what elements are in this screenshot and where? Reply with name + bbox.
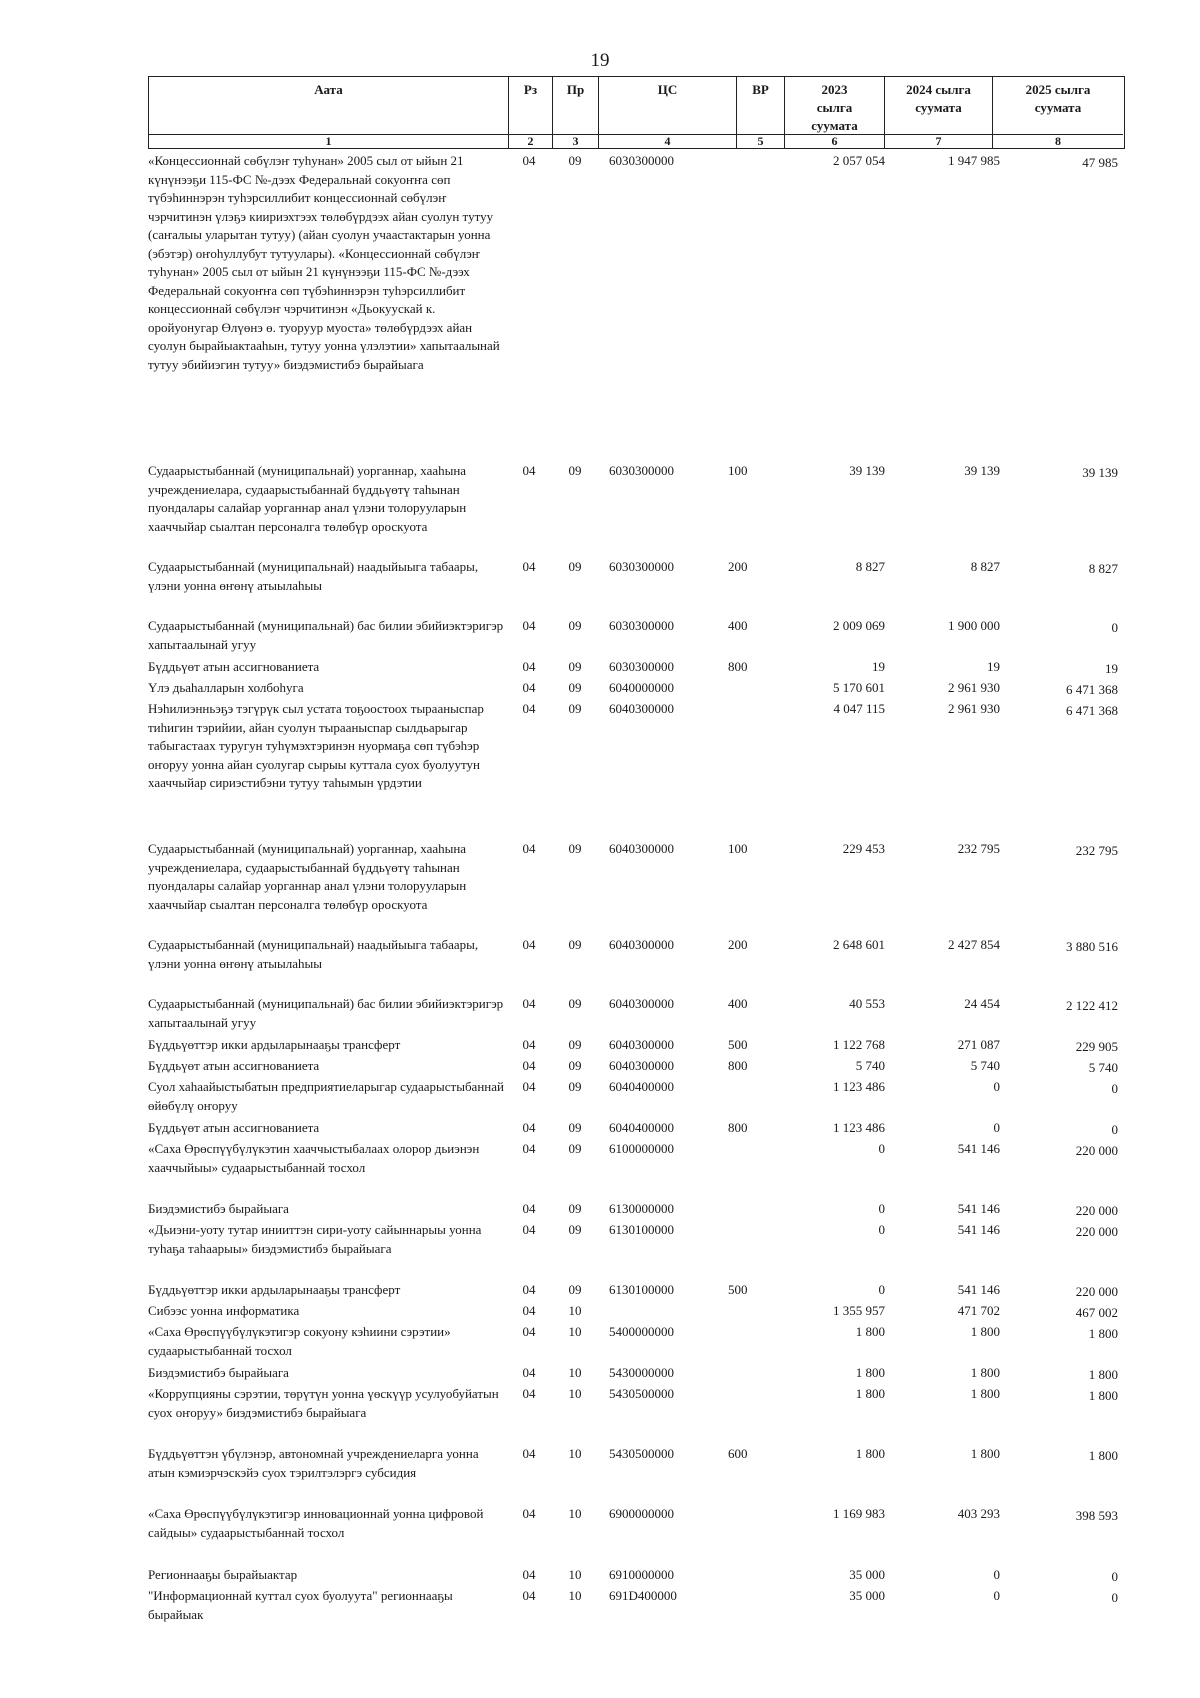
row-amount-2024: 271 087 — [957, 1037, 1000, 1052]
row-pr: 10 — [568, 1324, 582, 1339]
row-amount-2023: 1 800 — [855, 1386, 885, 1401]
row-name: «Саха Өрөспүүбүлүкэтигэр сокуону кэһиини сэрэтии» судаарыстыбаннай тосхол — [148, 1324, 451, 1358]
row-pr: 09 — [568, 1120, 582, 1135]
row-amount-2024: 541 146 — [957, 1282, 1000, 1297]
row-cs: 6130000000 — [609, 1201, 674, 1216]
row-amount-2023: 2 009 069 — [833, 618, 885, 633]
row-pr: 09 — [568, 841, 582, 856]
row-rz: 04 — [522, 1324, 536, 1339]
header-num-5: 5 — [737, 134, 785, 148]
row-name: Судаарыстыбаннай (муниципальнай) уорганнар, хааһына учреждениелара, судаарыстыбаннай бүддьүөтү таһынан пуондалары салайар уорганнар анал үлэни толорууларын хааччыйар сыалтан персоналга төлөбүр ороскуота — [148, 463, 467, 534]
header-vr: ВР — [737, 77, 785, 134]
row-name: Биэдэмистибэ бырайыага — [148, 1201, 289, 1216]
row-amount-2024: 0 — [993, 1567, 1000, 1582]
header-num-3: 3 — [553, 134, 599, 148]
row-cs: 6040300000 — [609, 701, 674, 716]
row-pr: 10 — [568, 1386, 582, 1401]
row-amount-2023: 1 169 983 — [833, 1506, 885, 1521]
row-cs: 6130100000 — [609, 1222, 674, 1237]
row-name: Судаарыстыбаннай (муниципальнай) наадыйыыга табаары, үлэни уонна өҥөнү атыылаһыы — [148, 559, 479, 593]
row-name: Нэһилиэнньэҕэ тэгүрүк сыл устата тоҕоостоох тырааныспар тиһигин тэрийии, айан суолун тырааныспар сылдьарыгар табыгастаах туругун туһүмэхтэринэн нуормаҕа сөп түбэһэр оҥоруу уонна айан суолугар сырыы куттала суох буолуутун хааччыйар сириэстибэни тутуу таһымын үрдэтии — [148, 701, 484, 790]
row-name: Үлэ дьаһалларын холбоһуга — [148, 680, 304, 695]
row-amount-2024: 1 900 000 — [948, 618, 1000, 633]
row-amount-2024: 24 454 — [964, 996, 1000, 1011]
row-amount-2024: 541 146 — [957, 1141, 1000, 1156]
row-rz: 04 — [522, 996, 536, 1011]
row-amount-2023: 8 827 — [855, 559, 885, 574]
row-amount-2025: 220 000 — [1075, 1203, 1118, 1218]
row-cs: 5400000000 — [609, 1324, 674, 1339]
row-amount-2023: 5 170 601 — [833, 680, 885, 695]
row-rz: 04 — [522, 701, 536, 716]
row-pr: 09 — [568, 659, 582, 674]
row-pr: 09 — [568, 618, 582, 633]
row-cs: 5430500000 — [609, 1446, 674, 1461]
row-cs: 6030300000 — [609, 463, 674, 478]
row-vr: 100 — [728, 841, 748, 856]
row-rz: 04 — [522, 1386, 536, 1401]
row-rz: 04 — [522, 1079, 536, 1094]
row-amount-2025: 2 122 412 — [1066, 998, 1118, 1013]
row-name: «Концессионнай сөбүлэҥ туһунан» 2005 сыл от ыйын 21 күнүнээҕи 115-ФС №-дээх Федеральнай сокуоҥҥа сөп түбэһиннэрэн туһэрсиллибит концессионнай сөбүлэҥ чэрчитинэн үлэҕэ киириэхтээх төлөбүрдээх айан суолун тутуу (саҥалыы уларытан тутуу) (айан суолун учаастактарын уонна (эбэтэр) оҥоһуллубут тутуулары). «Концессионнай сөбүлэҥ туһунан» 2005 сыл от ыйын 21 күнүнээҕи 115-ФС №-дээх Федеральнай сокуоҥҥа сөп түбэһиннэрэн туһэрсиллибит концессионнай сөбүлэҥ чэрчитинэн «Дьокуускай к. оройуонугар Өлүөнэ ө. туоруур муоста» төлөбүрдээх айан суолун бырайыактааһын, тутуу уонна үлэлэтии» хапытаалынай тутуу эбийиэгин тутуу» биэдэмистибэ бырайыага — [148, 153, 500, 372]
row-rz: 04 — [522, 153, 536, 168]
header-2025: 2025 сылга суумата — [1025, 82, 1091, 115]
row-amount-2025: 8 827 — [1088, 561, 1118, 576]
row-pr: 09 — [568, 937, 582, 952]
row-rz: 04 — [522, 463, 536, 478]
row-rz: 04 — [522, 1365, 536, 1380]
row-rz: 04 — [522, 1282, 536, 1297]
row-amount-2024: 403 293 — [957, 1506, 1000, 1521]
row-pr: 09 — [568, 1037, 582, 1052]
row-rz: 04 — [522, 1222, 536, 1237]
row-amount-2023: 1 123 486 — [833, 1120, 885, 1135]
row-amount-2024: 1 800 — [970, 1446, 1000, 1461]
row-name: Бүддьүөт атын ассигнованиета — [148, 1058, 320, 1073]
row-pr: 09 — [568, 463, 582, 478]
row-amount-2024: 2 961 930 — [948, 680, 1000, 695]
row-vr: 400 — [728, 618, 748, 633]
row-pr: 09 — [568, 680, 582, 695]
row-pr: 10 — [568, 1303, 582, 1318]
row-amount-2023: 35 000 — [849, 1567, 885, 1582]
row-amount-2025: 220 000 — [1075, 1284, 1118, 1299]
row-vr: 400 — [728, 996, 748, 1011]
header-2024: 2024 сылга суумата — [885, 77, 993, 134]
row-amount-2025: 19 — [1105, 661, 1118, 676]
row-pr: 09 — [568, 701, 582, 716]
row-amount-2023: 39 139 — [849, 463, 885, 478]
row-amount-2023: 1 800 — [855, 1324, 885, 1339]
row-amount-2025: 0 — [1111, 1122, 1118, 1137]
row-amount-2024: 2 961 930 — [948, 701, 1000, 716]
row-rz: 04 — [522, 937, 536, 952]
row-vr: 800 — [728, 1058, 748, 1073]
row-amount-2025: 467 002 — [1075, 1305, 1118, 1320]
row-cs: 6910000000 — [609, 1567, 674, 1582]
table-header — [148, 76, 1125, 149]
row-rz: 04 — [522, 1120, 536, 1135]
row-amount-2024: 541 146 — [957, 1222, 1000, 1237]
row-pr: 10 — [568, 1446, 582, 1461]
row-name: Судаарыстыбаннай (муниципальнай) наадыйыыга табаары, үлэни уонна өҥөнү атыылаһыы — [148, 937, 479, 971]
row-amount-2025: 220 000 — [1075, 1143, 1118, 1158]
header-num-7: 7 — [885, 134, 993, 148]
row-amount-2025: 47 985 — [1082, 155, 1118, 170]
row-rz: 04 — [522, 1567, 536, 1582]
row-vr: 500 — [728, 1282, 748, 1297]
row-amount-2024: 0 — [993, 1079, 1000, 1094]
header-num-6: 6 — [785, 134, 885, 148]
row-amount-2023: 1 122 768 — [833, 1037, 885, 1052]
row-amount-2025: 0 — [1111, 620, 1118, 635]
row-name: Бүддьүөттэр икки ардыларынааҕы трансферт — [148, 1282, 401, 1297]
row-amount-2024: 1 800 — [970, 1386, 1000, 1401]
row-cs: 6040400000 — [609, 1079, 674, 1094]
row-cs: 6030300000 — [609, 618, 674, 633]
row-amount-2023: 40 553 — [849, 996, 885, 1011]
row-vr: 100 — [728, 463, 748, 478]
row-name: Сибээс уонна информатика — [148, 1303, 300, 1318]
row-pr: 10 — [568, 1588, 582, 1603]
row-amount-2024: 1 800 — [970, 1365, 1000, 1380]
row-pr: 09 — [568, 153, 582, 168]
row-amount-2025: 229 905 — [1075, 1039, 1118, 1054]
row-amount-2024: 0 — [993, 1588, 1000, 1603]
row-cs: 691D400000 — [609, 1588, 677, 1603]
row-rz: 04 — [522, 1201, 536, 1216]
row-amount-2025: 6 471 368 — [1066, 682, 1118, 697]
row-amount-2024: 5 740 — [970, 1058, 1000, 1073]
row-cs: 5430500000 — [609, 1386, 674, 1401]
header-num-2: 2 — [509, 134, 553, 148]
row-rz: 04 — [522, 1506, 536, 1521]
row-name: Бүддьүөттэр икки ардыларынааҕы трансферт — [148, 1037, 401, 1052]
header-pr: Пр — [553, 77, 599, 134]
row-pr: 09 — [568, 1222, 582, 1237]
row-amount-2025: 5 740 — [1088, 1060, 1118, 1075]
row-amount-2023: 5 740 — [855, 1058, 885, 1073]
row-vr: 600 — [728, 1446, 748, 1461]
row-name: Бүддьүөт атын ассигнованиета — [148, 659, 320, 674]
row-name: Бүддьүөттэн үбүлэнэр, автономнай учреждениеларга уонна атын кэмиэрчэскэйэ суох тэрилтэлэргэ субсидия — [148, 1446, 479, 1480]
row-cs: 6040300000 — [609, 937, 674, 952]
row-amount-2024: 1 800 — [970, 1324, 1000, 1339]
row-cs: 6030300000 — [609, 559, 674, 574]
row-pr: 09 — [568, 1141, 582, 1156]
row-amount-2025: 1 800 — [1088, 1326, 1118, 1341]
row-amount-2023: 1 123 486 — [833, 1079, 885, 1094]
row-cs: 5430000000 — [609, 1365, 674, 1380]
row-amount-2024: 1 947 985 — [948, 153, 1000, 168]
row-amount-2025: 0 — [1111, 1081, 1118, 1096]
row-amount-2023: 19 — [872, 659, 885, 674]
row-rz: 04 — [522, 1037, 536, 1052]
row-amount-2024: 471 702 — [957, 1303, 1000, 1318]
row-vr: 800 — [728, 1120, 748, 1135]
row-pr: 09 — [568, 1058, 582, 1073]
row-amount-2024: 8 827 — [970, 559, 1000, 574]
row-pr: 10 — [568, 1567, 582, 1582]
row-amount-2025: 398 593 — [1075, 1508, 1118, 1523]
row-rz: 04 — [522, 659, 536, 674]
row-cs: 6040300000 — [609, 1058, 674, 1073]
header-num-4: 4 — [599, 134, 737, 148]
row-cs: 6040300000 — [609, 841, 674, 856]
row-name: Судаарыстыбаннай (муниципальнай) бас билии эбийиэктэригэр хапытаалынай угуу — [148, 996, 504, 1030]
row-amount-2023: 2 648 601 — [833, 937, 885, 952]
row-amount-2023: 35 000 — [849, 1588, 885, 1603]
header-name: Аата — [149, 77, 509, 134]
row-amount-2023: 0 — [878, 1282, 885, 1297]
row-amount-2023: 2 057 054 — [833, 153, 885, 168]
row-pr: 09 — [568, 1201, 582, 1216]
row-name: «Дьиэни-уоту тутар инииттэн сири-уоту сайыннарыы уонна туһаҕа таһаарыы» биэдэмистибэ бырайыага — [148, 1222, 482, 1256]
row-cs: 6130100000 — [609, 1282, 674, 1297]
row-name: "Информационнай куттал суох буолуута" регионнааҕы бырайыак — [148, 1588, 453, 1622]
row-amount-2025: 1 800 — [1088, 1367, 1118, 1382]
row-pr: 09 — [568, 559, 582, 574]
row-pr: 10 — [568, 1365, 582, 1380]
row-amount-2023: 1 355 957 — [833, 1303, 885, 1318]
row-cs: 6100000000 — [609, 1141, 674, 1156]
row-amount-2023: 229 453 — [842, 841, 885, 856]
row-name: «Саха Өрөспүүбүлүкэтин хааччыстыбалаах олорор дьиэнэн хааччыйыы» судаарыстыбаннай тосхол — [148, 1141, 480, 1175]
row-amount-2023: 0 — [878, 1201, 885, 1216]
row-cs: 6040000000 — [609, 680, 674, 695]
row-amount-2023: 4 047 115 — [833, 701, 885, 716]
row-rz: 04 — [522, 1141, 536, 1156]
row-vr: 500 — [728, 1037, 748, 1052]
row-amount-2024: 541 146 — [957, 1201, 1000, 1216]
row-cs: 6040300000 — [609, 1037, 674, 1052]
page-number: 19 — [590, 50, 610, 71]
header-num-8: 8 — [993, 134, 1123, 148]
row-amount-2024: 2 427 854 — [948, 937, 1000, 952]
row-amount-2023: 1 800 — [855, 1365, 885, 1380]
row-amount-2023: 1 800 — [855, 1446, 885, 1461]
row-rz: 04 — [522, 841, 536, 856]
header-2023: 2023 сылга суумата — [785, 77, 885, 134]
row-name: Биэдэмистибэ бырайыага — [148, 1365, 289, 1380]
row-amount-2025: 1 800 — [1088, 1388, 1118, 1403]
row-cs: 6030300000 — [609, 153, 674, 168]
row-rz: 04 — [522, 1446, 536, 1461]
row-rz: 04 — [522, 1588, 536, 1603]
row-cs: 6900000000 — [609, 1506, 674, 1521]
row-vr: 800 — [728, 659, 748, 674]
row-rz: 04 — [522, 1058, 536, 1073]
row-name: Суол хаһаайыстыбатын предприятиеларыгар судаарыстыбаннай өйөбүлү оҥоруу — [148, 1079, 504, 1113]
row-amount-2025: 0 — [1111, 1590, 1118, 1605]
row-amount-2025: 220 000 — [1075, 1224, 1118, 1239]
header-cs: ЦС — [599, 77, 737, 134]
row-pr: 09 — [568, 996, 582, 1011]
row-pr: 09 — [568, 1079, 582, 1094]
row-vr: 200 — [728, 937, 748, 952]
row-name: Регионнааҕы бырайыактар — [148, 1567, 298, 1582]
row-rz: 04 — [522, 559, 536, 574]
row-pr: 09 — [568, 1282, 582, 1297]
header-num-1: 1 — [149, 134, 509, 148]
row-name: «Коррупцияны сэрэтии, төрүтүн уонна үөскүүр усулуобуйатын суох оҥоруу» биэдэмистибэ бырайыага — [148, 1386, 499, 1420]
row-name: Бүддьүөт атын ассигнованиета — [148, 1120, 320, 1135]
header-rz: Рз — [509, 77, 553, 134]
row-amount-2025: 1 800 — [1088, 1448, 1118, 1463]
row-amount-2023: 0 — [878, 1222, 885, 1237]
row-amount-2025: 3 880 516 — [1066, 939, 1118, 954]
row-amount-2023: 0 — [878, 1141, 885, 1156]
row-vr: 200 — [728, 559, 748, 574]
row-amount-2025: 232 795 — [1075, 843, 1118, 858]
row-rz: 04 — [522, 618, 536, 633]
row-amount-2024: 39 139 — [964, 463, 1000, 478]
row-name: Судаарыстыбаннай (муниципальнай) бас билии эбийиэктэригэр хапытаалынай угуу — [148, 618, 504, 652]
row-pr: 10 — [568, 1506, 582, 1521]
row-amount-2025: 39 139 — [1082, 465, 1118, 480]
row-amount-2024: 19 — [987, 659, 1000, 674]
row-amount-2024: 232 795 — [957, 841, 1000, 856]
row-rz: 04 — [522, 680, 536, 695]
row-amount-2025: 0 — [1111, 1569, 1118, 1584]
row-name: «Саха Өрөспүүбүлүкэтигэр инновационнай уонна цифровой сайдыы» судаарыстыбаннай тосхол — [148, 1506, 484, 1540]
row-amount-2024: 0 — [993, 1120, 1000, 1135]
row-name: Судаарыстыбаннай (муниципальнай) уорганнар, хааһына учреждениелара, судаарыстыбаннай бүддьүөтү таһынан пуондалары салайар уорганнар анал үлэни толорууларын хааччыйар сыалтан персоналга төлөбүр ороскуота — [148, 841, 467, 912]
row-cs: 6040300000 — [609, 996, 674, 1011]
row-cs: 6030300000 — [609, 659, 674, 674]
row-amount-2025: 6 471 368 — [1066, 703, 1118, 718]
row-cs: 6040400000 — [609, 1120, 674, 1135]
row-rz: 04 — [522, 1303, 536, 1318]
